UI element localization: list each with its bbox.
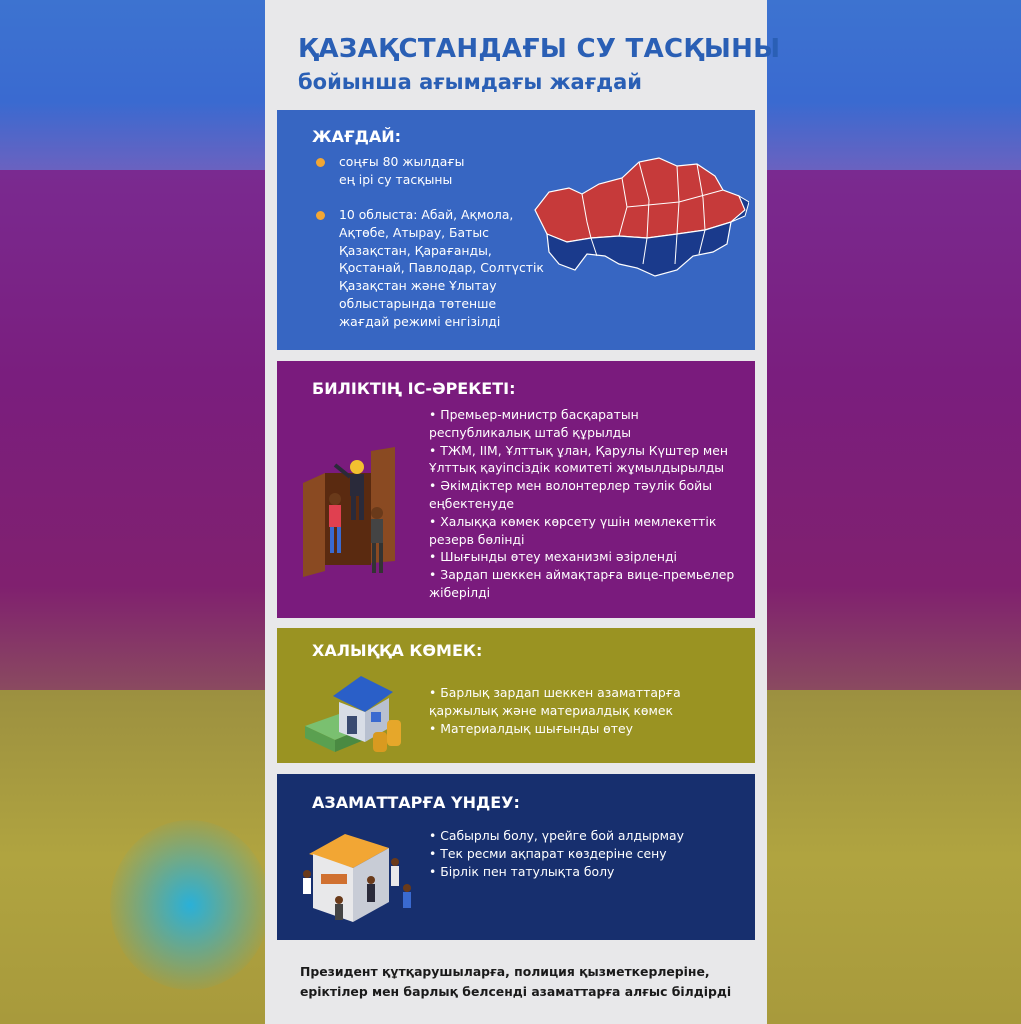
bullet-dot-icon bbox=[316, 211, 325, 220]
page-subtitle: бойынша ағымдағы жағдай bbox=[298, 70, 642, 94]
infographic-card bbox=[265, 0, 781, 1024]
situation-bullet-1: соңғы 80 жылдағы ең ірі су тасқыны bbox=[339, 154, 465, 187]
appeal-heading: АЗАМАТТАРҒА ҮНДЕУ: bbox=[312, 793, 520, 812]
help-list: • Барлық зардап шеккен азаматтарға қаржылық және материалдық көмек • Материалдық шығынды өтеу bbox=[429, 685, 681, 736]
appeal-section bbox=[277, 774, 755, 940]
kazakhstan-map-icon bbox=[527, 152, 749, 282]
footer-note: Президент құтқарушыларға, полиция қызметкерлеріне, еріктілер мен барлық белсенді азаматтарға алғыс білдірді bbox=[300, 964, 732, 999]
situation-heading: ЖАҒДАЙ: bbox=[312, 127, 402, 146]
authority-section bbox=[277, 361, 755, 618]
bullet-dot-icon bbox=[316, 158, 325, 167]
authority-heading: БИЛІКТІҢ ІС-ӘРЕКЕТІ: bbox=[312, 379, 516, 398]
house-money-icon bbox=[299, 666, 411, 758]
help-heading: ХАЛЫҚҚА КӨМЕК: bbox=[312, 641, 483, 660]
appeal-list: • Сабырлы болу, үрейге бой алдырмау • Тек ресми ақпарат көздеріне сену • Бірлік пен татулықта болу bbox=[429, 828, 684, 879]
background-blob bbox=[110, 820, 270, 990]
help-section bbox=[277, 628, 755, 763]
situation-bullet-2: 10 облыста: Абай, Ақмола, Ақтөбе, Атырау, Батыс Қазақстан, Қарағанды, Қостанай, Павлодар, Солтүстік Қазақстан және Ұлытау облыстарында төтенше жағдай режимі енгізілді bbox=[339, 207, 544, 329]
situation-section bbox=[277, 110, 755, 350]
page-title: ҚАЗАҚСТАНДАҒЫ СУ ТАСҚЫНЫ bbox=[298, 34, 781, 64]
aid-stall-people-icon bbox=[299, 826, 421, 926]
authority-list: • Премьер-министр басқаратын республикалық штаб құрылды • ТЖМ, ІІМ, Ұлттық ұлан, Қарулы Күштер мен Ұлттық қауіпсіздік комитеті жұмылдырылды • Әкімдіктер мен волонтерлер тәулік бойы еңбектенуде • Халыққа көмек көрсету үшін мемлекеттік резерв бөлінді • Шығынды өтеу механизмі әзірленді • Зардап шеккен аймақтарға вице-премьелер жіберілді bbox=[429, 407, 735, 600]
rescuers-escaping-door-icon bbox=[295, 443, 413, 583]
